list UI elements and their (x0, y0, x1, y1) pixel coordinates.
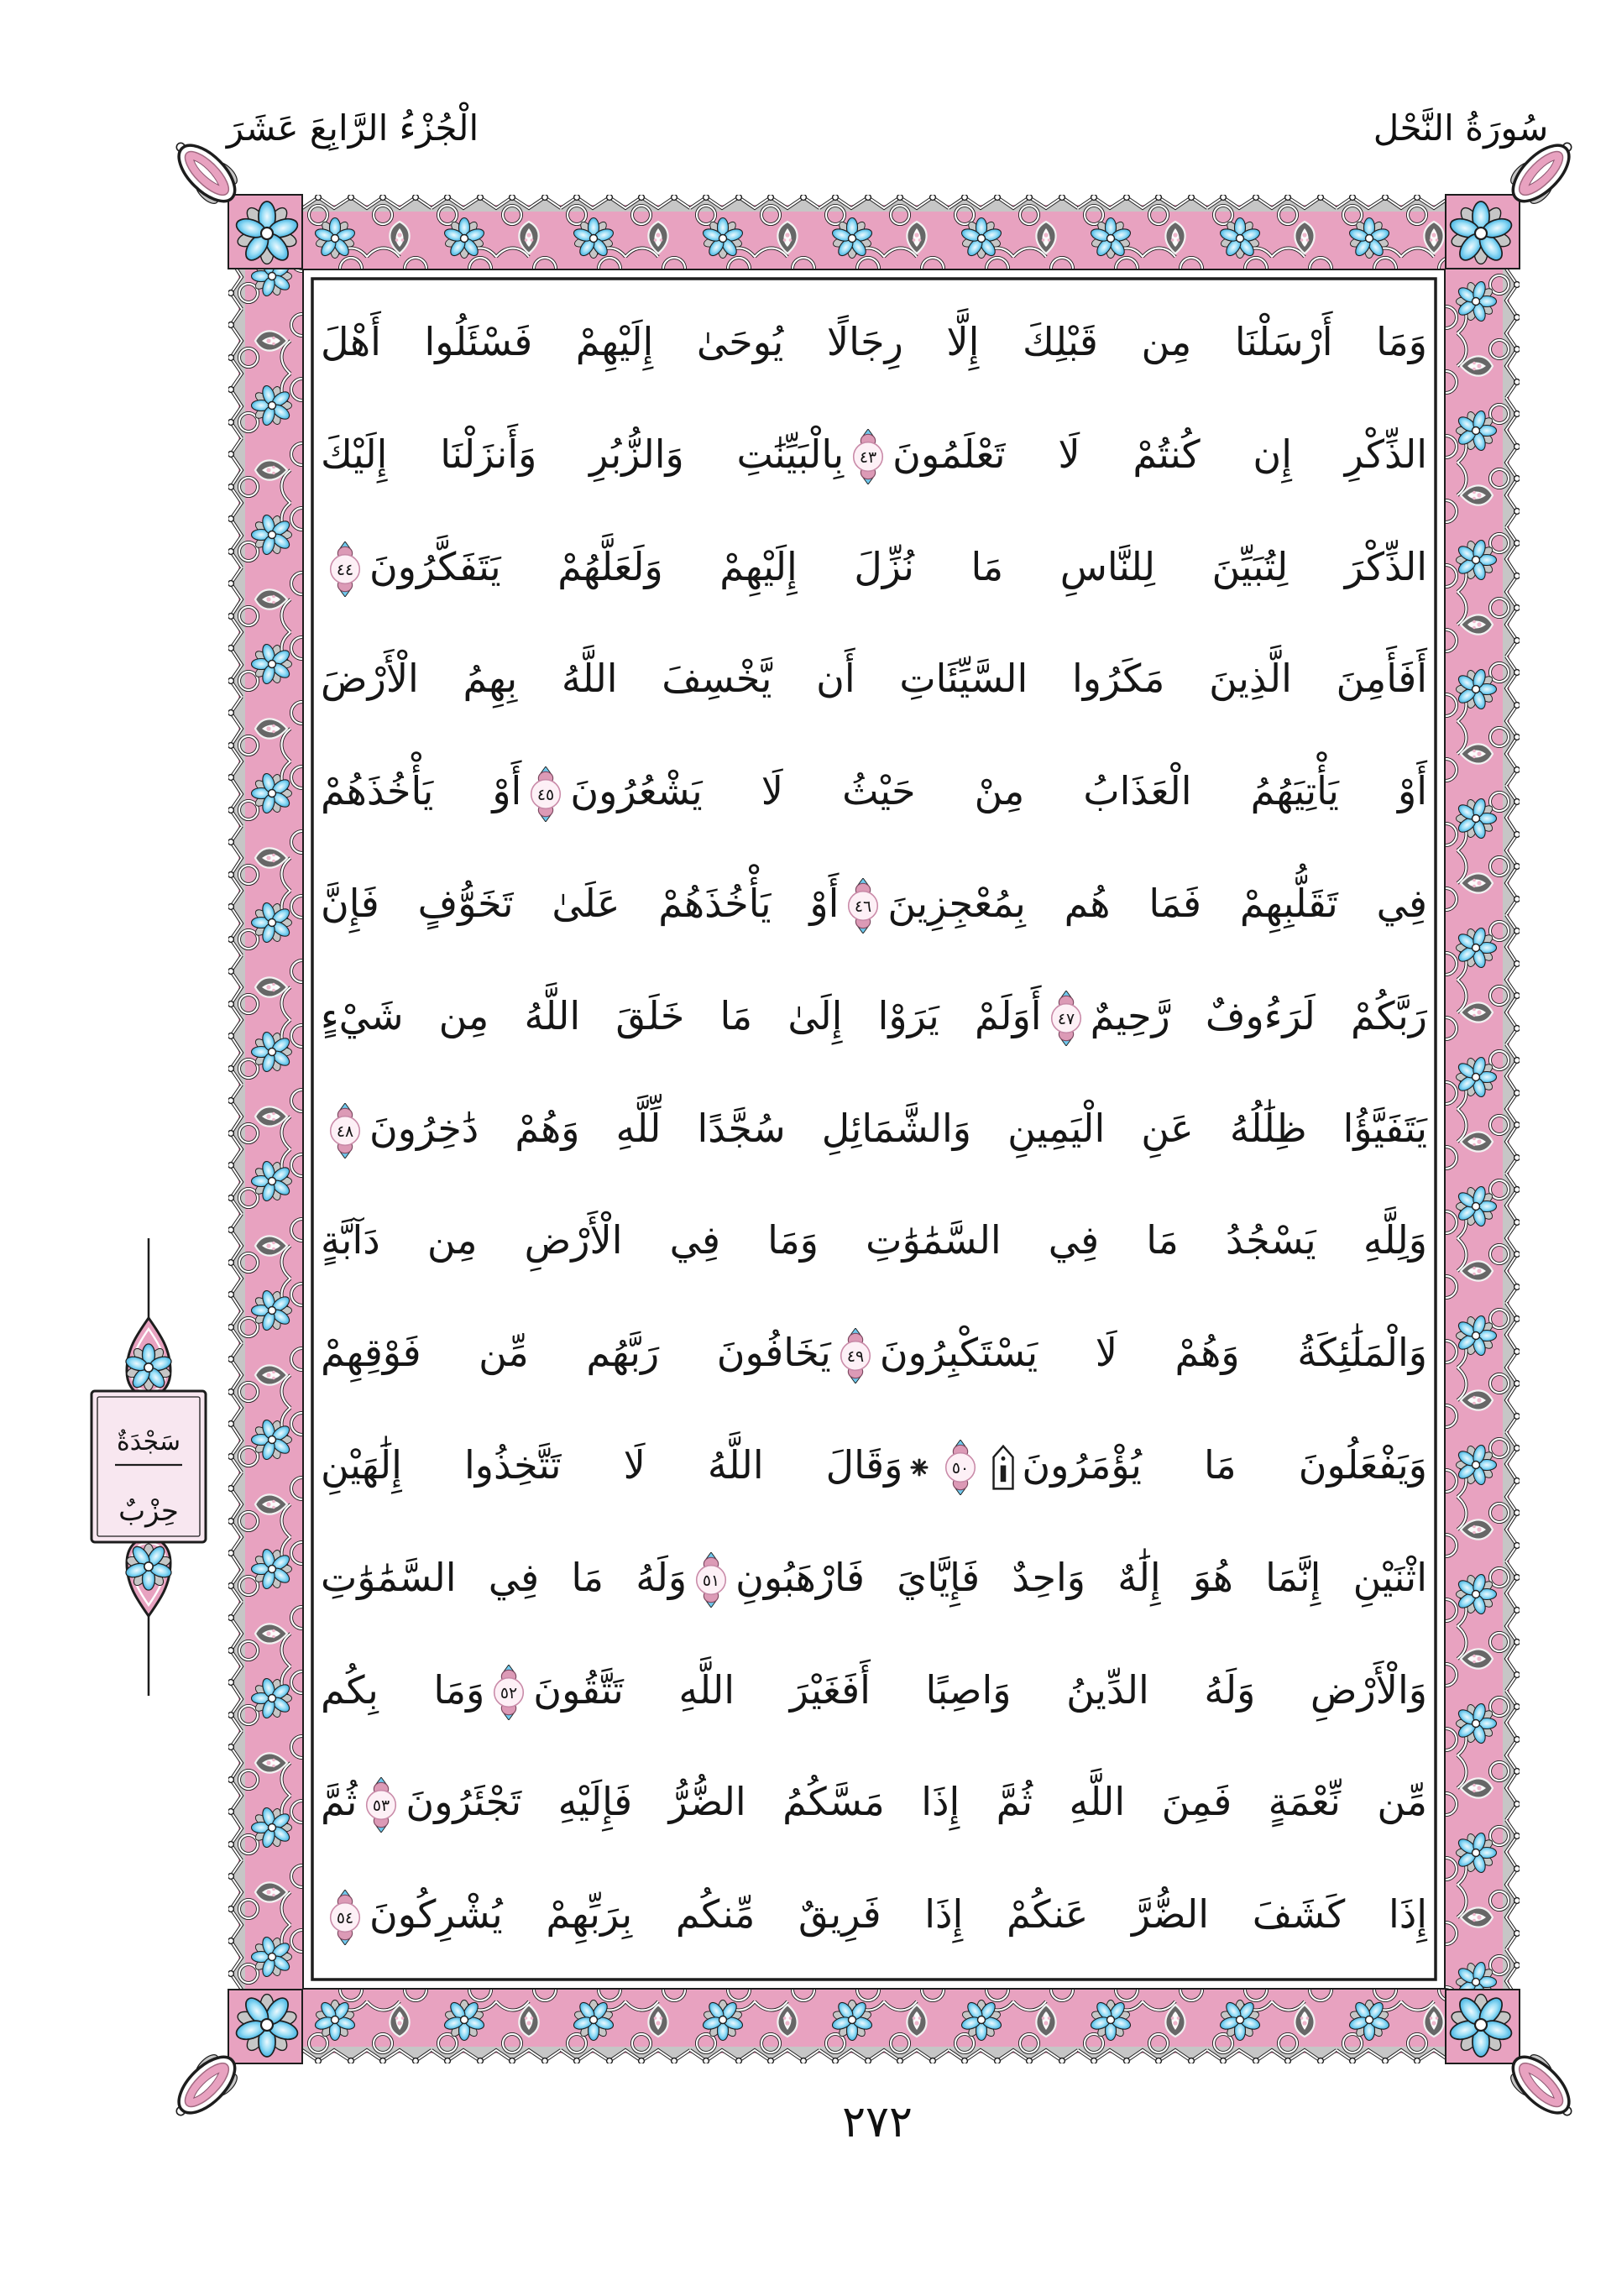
verse-marker-٤٦ (845, 878, 881, 934)
border-right (1435, 269, 1520, 2079)
ayah-text: اثْنَيْنِ إِنَّمَا هُوَ إِلَٰهٌ وَاحِدٌ فَإِيَّايَ فَارْهَبُونِ ٥١ وَلَهُ مَا فِي السَّمَٰوَٰتِ (321, 1522, 1427, 1634)
border-left (228, 180, 313, 1990)
sajdah-hizb-marker (77, 1238, 220, 1696)
quran-line-6 (321, 848, 1427, 960)
border-corner-br (1446, 1990, 1584, 2128)
ayah-text: إِذَا كَشَفَ الضُّرَّ عَنكُمْ إِذَا فَرِيقٌ مِّنكُم بِرَبِّهِمْ يُشْرِكُونَ ٥٤ (321, 1859, 1427, 1971)
quran-line-10 (321, 1297, 1427, 1410)
verse-marker-٤٥ (527, 766, 564, 822)
sajdah-label: سَجْدَةٌ (117, 1427, 180, 1457)
surah-header: سُورَةُ النَّحْل (1373, 107, 1549, 149)
ayah-text: فِي تَقَلُّبِهِمْ فَمَا هُم بِمُعْجِزِينَ ٤٦ أَوْ يَأْخُذَهُمْ عَلَىٰ تَخَوُّفٍ فَإِنَّ (321, 848, 1427, 960)
svg-text:٤٧: ٤٧ (1057, 1011, 1075, 1029)
border-top (302, 195, 1466, 280)
verse-marker-٥٠ (942, 1440, 979, 1495)
quran-text-area (321, 286, 1427, 1972)
svg-text:٥٠: ٥٠ (952, 1460, 970, 1478)
ayah-text: وَالْأَرْضِ وَلَهُ الدِّينُ وَاصِبًا أَفَغَيْرَ اللَّهِ تَتَّقُونَ ٥٢ وَمَا بِكُم (321, 1634, 1427, 1747)
hizb-star-icon (909, 1457, 929, 1477)
quran-line-9 (321, 1185, 1427, 1297)
svg-text:٥٢: ٥٢ (500, 1685, 518, 1703)
quran-line-4 (321, 623, 1427, 735)
sajdah-symbol-icon (991, 1445, 1015, 1490)
ayah-text: وَلِلَّهِ يَسْجُدُ مَا فِي السَّمَٰوَٰتِ وَمَا فِي الْأَرْضِ مِن دَآبَّةٍ (321, 1217, 1427, 1263)
quran-line-12 (321, 1522, 1427, 1634)
svg-text:٤٦: ٤٦ (855, 898, 872, 917)
ayah-text: مِّن نِّعْمَةٍ فَمِنَ اللَّهِ ثُمَّ إِذَا مَسَّكُمُ الضُّرُّ فَإِلَيْهِ تَجْئَرُونَ ٥٣ ثُمَّ (321, 1746, 1427, 1859)
hizb-label: حِزْبٌ (118, 1494, 179, 1528)
border-corner-tl (164, 130, 302, 269)
quran-line-11 (321, 1410, 1427, 1522)
juz-header: الْجُزْءُ الرَّابِعَ عَشَرَ (226, 107, 479, 149)
ayah-text: وَالْمَلَٰئِكَةُ وَهُمْ لَا يَسْتَكْبِرُونَ ٤٩ يَخَافُونَ رَبَّهُم مِّن فَوْقِهِمْ (321, 1297, 1427, 1410)
verse-marker-٤٣ (850, 429, 887, 484)
border-corner-bl (164, 1990, 302, 2128)
svg-text:٤٣: ٤٣ (860, 449, 877, 468)
verse-marker-٥٣ (363, 1777, 400, 1833)
ayah-text: الذِّكْرَ لِتُبَيِّنَ لِلنَّاسِ مَا نُزِّلَ إِلَيْهِمْ وَلَعَلَّهُمْ يَتَفَكَّرُونَ ٤٤ (321, 511, 1427, 624)
quran-line-5 (321, 735, 1427, 848)
quran-line-1 (321, 286, 1427, 399)
quran-line-8 (321, 1073, 1427, 1185)
border-bottom (302, 1979, 1466, 2063)
verse-marker-٤٤ (327, 541, 364, 597)
verse-marker-٥٤ (327, 1890, 364, 1945)
ayah-text: رَبَّكُمْ لَرَءُوفٌ رَّحِيمٌ ٤٧ أَوَلَمْ يَرَوْا إِلَىٰ مَا خَلَقَ اللَّهُ مِن شَيْءٍ (321, 960, 1427, 1073)
page-number: ٢٧٢ (842, 2097, 913, 2147)
ayah-text: أَفَأَمِنَ الَّذِينَ مَكَرُوا السَّيِّئَاتِ أَن يَّخْسِفَ اللَّهُ بِهِمُ الْأَرْضَ (321, 656, 1427, 702)
svg-text:٥٤: ٥٤ (336, 1909, 354, 1927)
quran-line-15 (321, 1859, 1427, 1971)
svg-text:٤٩: ٤٩ (846, 1347, 864, 1366)
ayah-text: أَوْ يَأْتِيَهُمُ الْعَذَابُ مِنْ حَيْثُ لَا يَشْعُرُونَ ٤٥ أَوْ يَأْخُذَهُمْ (321, 735, 1427, 848)
ayah-text: وَيَفْعَلُونَ مَا يُؤْمَرُونَ ٥٠ وَقَالَ اللَّهُ لَا تَتَّخِذُوا إِلَٰهَيْنِ (321, 1410, 1427, 1522)
verse-marker-٥١ (693, 1552, 730, 1608)
border-corner-tr (1446, 130, 1584, 269)
svg-text:٤٨: ٤٨ (336, 1123, 354, 1142)
ayah-text: يَتَفَيَّؤُا ظِلَٰلُهُ عَنِ الْيَمِينِ وَالشَّمَائِلِ سُجَّدًا لِّلَّهِ وَهُمْ دَٰخِرُونَ ٤٨ (321, 1073, 1427, 1185)
ayah-text: وَمَا أَرْسَلْنَا مِن قَبْلِكَ إِلَّا رِجَالًا يُوحَىٰ إِلَيْهِمْ فَسْئَلُوا أَهْلَ (321, 319, 1427, 364)
svg-text:٤٤: ٤٤ (336, 562, 354, 580)
svg-text:٤٥: ٤٥ (537, 786, 555, 804)
svg-text:٥١: ٥١ (703, 1572, 720, 1591)
verse-marker-٤٧ (1048, 991, 1085, 1046)
verse-marker-٥٢ (490, 1665, 527, 1720)
quran-line-3 (321, 511, 1427, 624)
svg-text:٥٣: ٥٣ (373, 1797, 390, 1815)
quran-line-14 (321, 1746, 1427, 1859)
verse-marker-٤٨ (327, 1103, 364, 1158)
verse-marker-٤٩ (837, 1328, 874, 1383)
quran-line-13 (321, 1634, 1427, 1747)
quran-line-7 (321, 960, 1427, 1073)
quran-line-2 (321, 399, 1427, 511)
ayah-text: الذِّكْرِ إِن كُنتُمْ لَا تَعْلَمُونَ ٤٣ بِالْبَيِّنَٰتِ وَالزُّبُرِ وَأَنزَلْنَا إِلَيْكَ (321, 399, 1427, 511)
